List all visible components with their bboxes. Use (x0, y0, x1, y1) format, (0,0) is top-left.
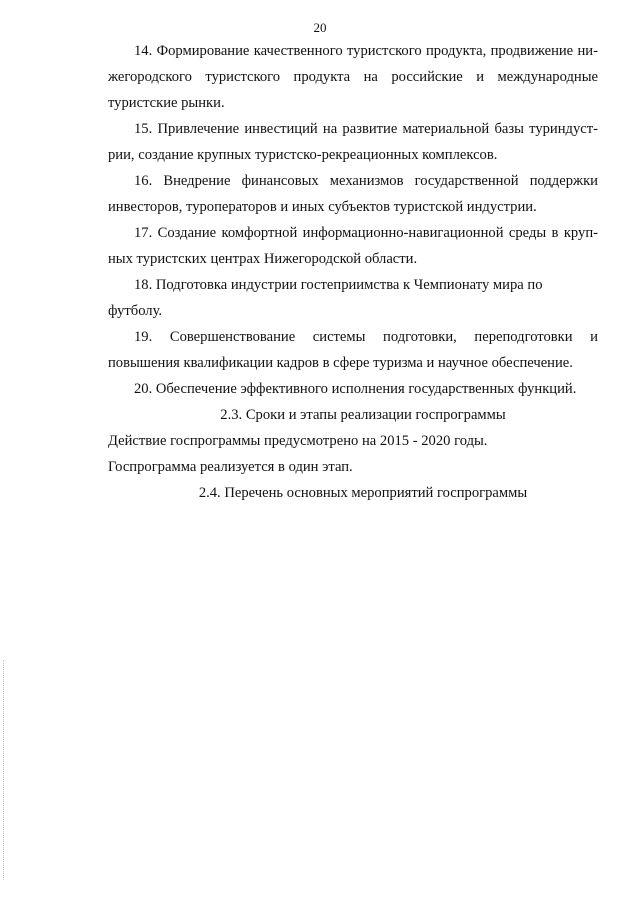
section-text: Действие госпрограммы предусмотрено на 2015 - 2020 годы. (108, 433, 488, 449)
section-text: Госпрограмма реализуется в один этап. (108, 459, 353, 475)
list-item: 16. Внедрение финансовых механизмов государственной поддержки инвесторов, туроператоров и иных субъектов туристской индустрии. (108, 173, 598, 215)
list-item: 14. Формирование качественного туристского продукта, продвижение нижегородского туристского продукта на российские и международные туристские рынки. (108, 43, 598, 111)
list-item: 15. Привлечение инвестиций на развитие материальной базы туриндустрии, создание крупных туристско-рекреационных комплексов. (108, 121, 598, 163)
section-heading: 2.4. Перечень основных мероприятий госпрограммы (198, 485, 528, 501)
list-item: 17. Создание комфортной информационно-навигационной среды в крупных туристских центрах Нижегородской области. (108, 225, 598, 267)
list-item: 18. Подготовка индустрии гостеприимства к Чемпионату мира по футболу. (108, 277, 543, 319)
list-item: 19. Совершенствование системы подготовки, переподготовки и повышения квалификации кадров в сфере туризма и научное обеспечение. (108, 329, 598, 371)
section-heading: 2.3. Сроки и этапы реализации госпрограммы (220, 407, 506, 423)
scan-edge-mark (3, 660, 5, 880)
list-item: 20. Обеспечение эффективного исполнения государственных функций. (134, 381, 577, 397)
document-body (108, 38, 598, 506)
page-number: 20 (313, 20, 327, 35)
